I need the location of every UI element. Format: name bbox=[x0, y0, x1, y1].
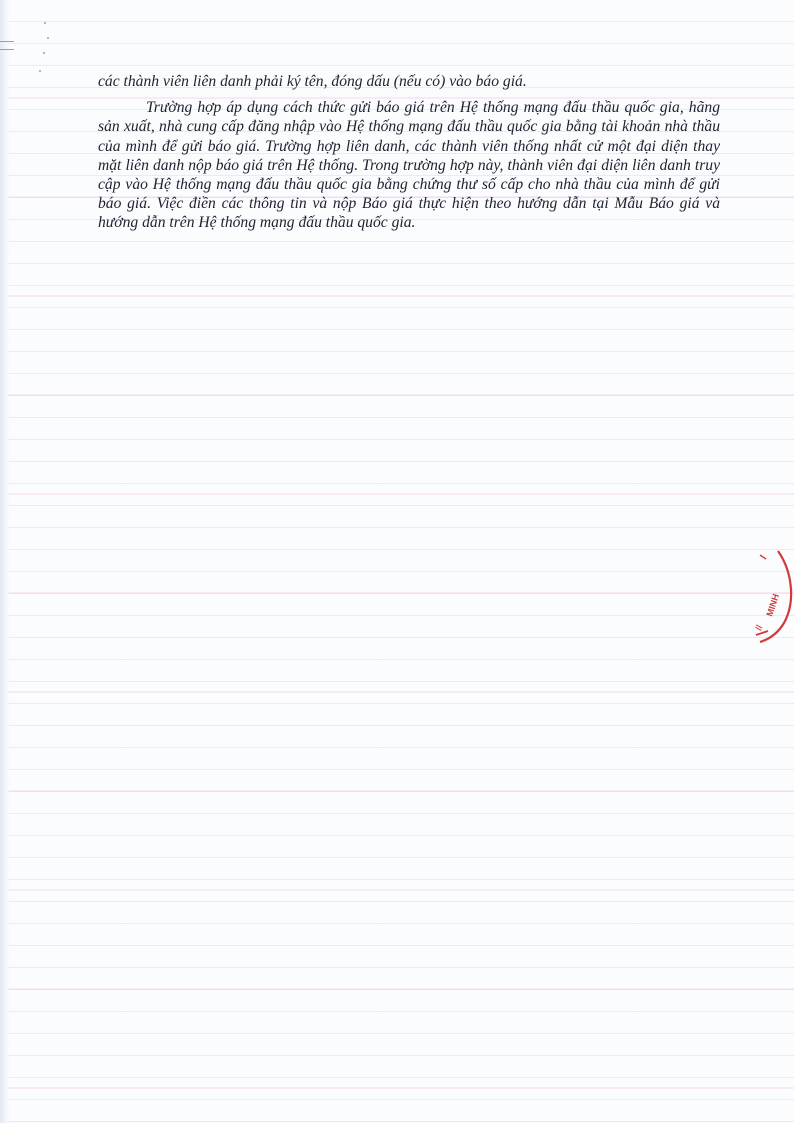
paragraph-continuation: các thành viên liên danh phải ký tên, đóng dấu (nếu có) vào báo giá. bbox=[98, 73, 527, 90]
paragraph-submission-method: Trường hợp áp dụng cách thức gửi báo giá trên Hệ thống mạng đấu thầu quốc gia, hãng sản xuất, nhà cung cấp đăng nhập vào Hệ thống mạng đấu thầu quốc gia bằng tài khoản nhà thầu của mình để gửi báo giá. Trường hợp liên danh, các thành viên thống nhất cử một đại diện thay mặt liên danh nộp báo giá trên Hệ thống. Trong trường hợp này, thành viên đại diện liên danh truy cập vào Hệ thống mạng đấu thầu quốc gia bằng chứng thư số cấp cho nhà thầu của mình để gửi báo giá. Việc điền các thông tin và nộp Báo giá thực hiện theo hướng dẫn tại Mẫu Báo giá và hướng dẫn trên Hệ thống mạng đấu thầu quốc gia. bbox=[98, 99, 720, 232]
page-left-edge bbox=[0, 0, 10, 1123]
document-body bbox=[98, 72, 720, 233]
seal-mark: // bbox=[753, 623, 765, 632]
scan-speck bbox=[44, 22, 46, 24]
binder-mark bbox=[0, 41, 14, 50]
seal-tick bbox=[760, 555, 766, 559]
scan-speck bbox=[39, 70, 41, 72]
scan-speck bbox=[47, 37, 49, 39]
scan-speck bbox=[43, 52, 45, 54]
red-seal-stamp bbox=[748, 545, 794, 645]
seal-text: MINH bbox=[764, 592, 782, 618]
